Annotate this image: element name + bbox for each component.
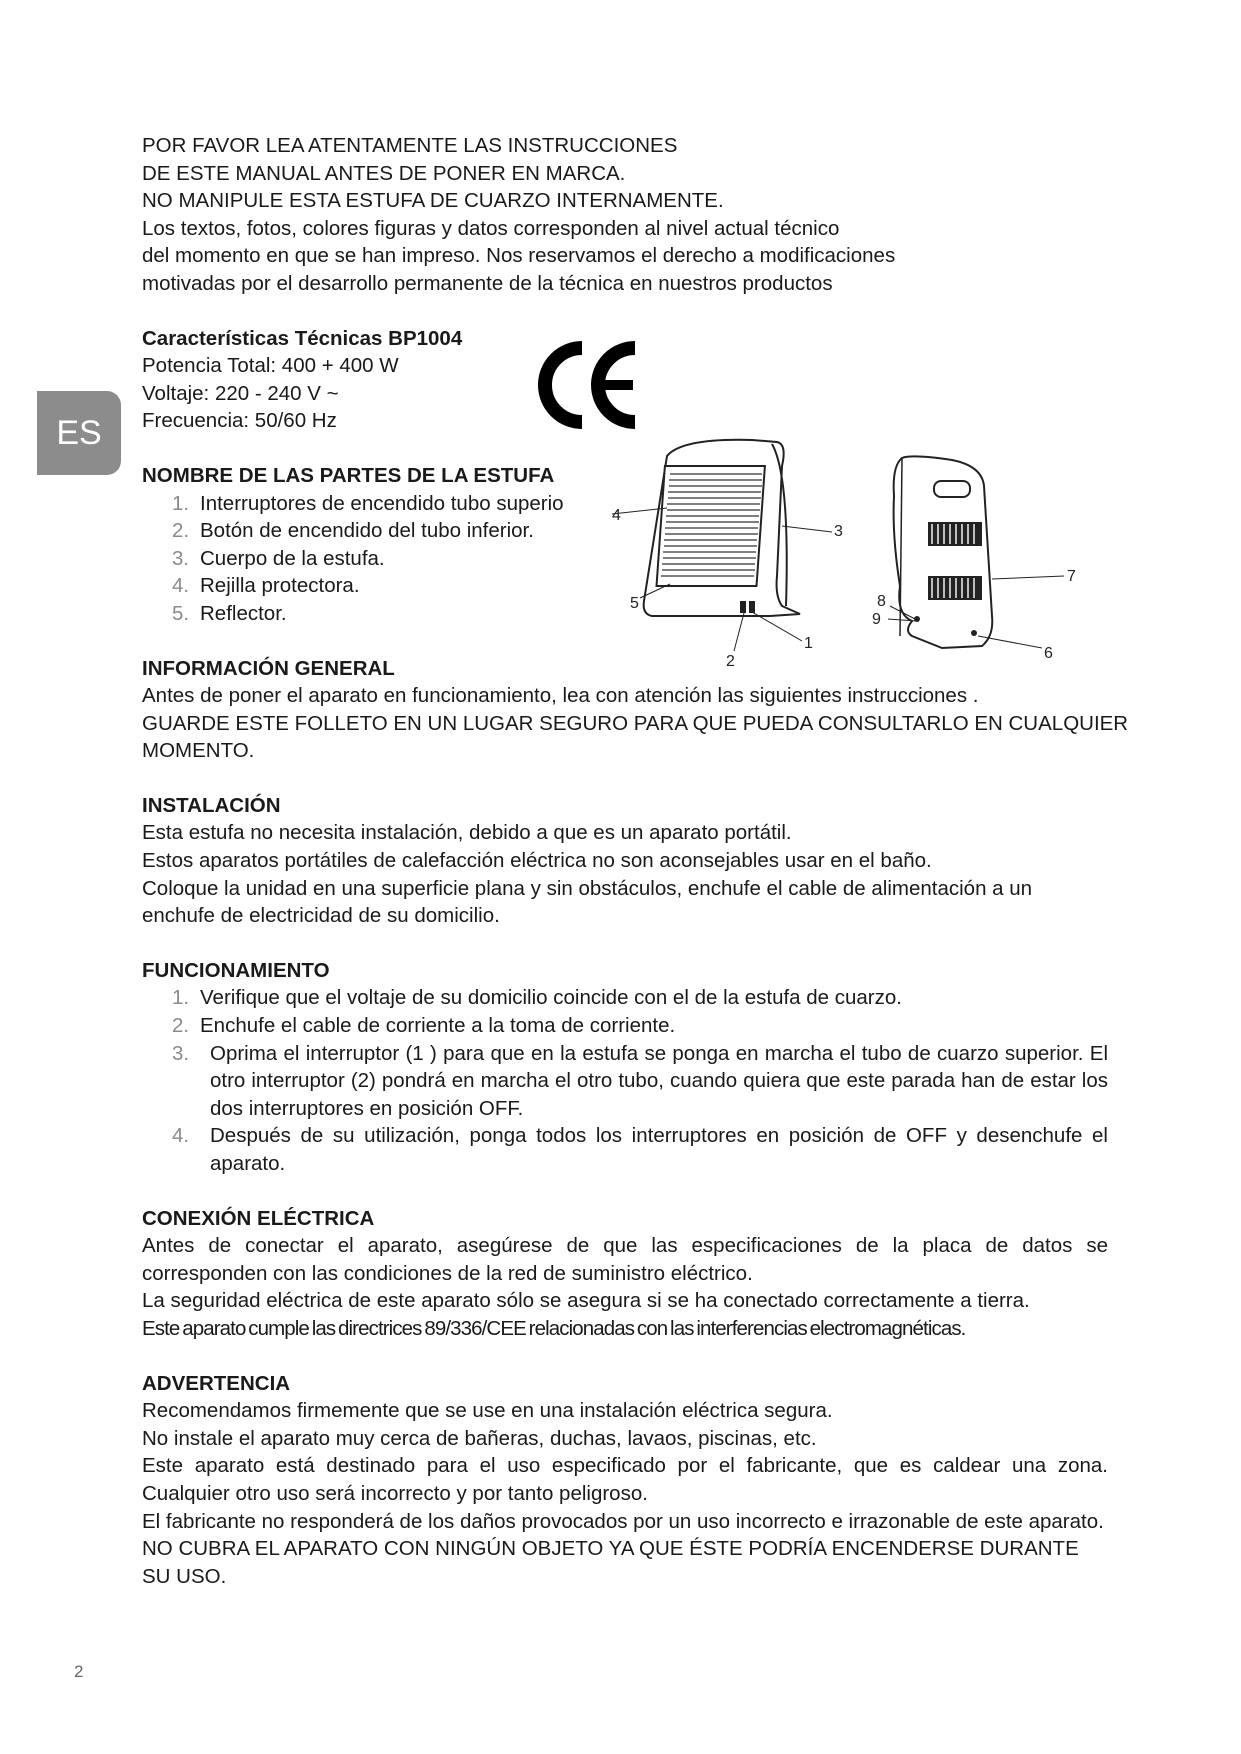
general-block [142,655,1129,765]
warning-line: Recomendamos firmemente que se use en una instalación eléctrica segura. [142,1399,833,1423]
list-item: 2. Botón de encendido del tubo inferior. [172,519,534,543]
installation-line: Coloque la unidad en una superficie plana y sin obstáculos, enchufe el cable de alimentación a un [142,876,1033,900]
general-line: MOMENTO. [142,739,255,763]
general-line: GUARDE ESTE FOLLETO EN UN LUGAR SEGURO PARA QUE PUEDA CONSULTARLO EN CUALQUIER [142,711,1129,735]
intro-line: motivadas por el desarrollo permanente de la técnica en nuestros productos [142,271,833,295]
parts-block [142,462,1108,628]
list-item: 4. Después de su utilización, ponga todos los interruptores en posición de OFF y desenchufe el aparato. [172,1124,1108,1175]
electrical-block [142,1205,1108,1343]
label-6: 6 [1044,645,1053,662]
warning-heading: ADVERTENCIA [142,1371,291,1395]
intro-line: del momento en que se han impreso. Nos reservamos el derecho a modificaciones [142,244,896,268]
list-item: 1. Verifique que el voltaje de su domicilio coincide con el de la estufa de cuarzo. [172,986,902,1010]
list-item: 3. Cuerpo de la estufa. [172,546,385,570]
label-4: 4 [612,507,621,524]
label-5: 5 [630,595,639,612]
intro-line: NO MANIPULE ESTA ESTUFA DE CUARZO INTERNAMENTE. [142,189,724,213]
warning-block [142,1370,1108,1591]
parts-heading: NOMBRE DE LAS PARTES DE LA ESTUFA [142,463,555,487]
specs-block [142,325,1108,435]
intro-line: DE ESTE MANUAL ANTES DE PONER EN MARCA. [142,161,626,185]
installation-line: Esta estufa no necesita instalación, debido a que es un aparato portátil. [142,821,792,845]
warning-paragraph: Este aparato está destinado para el uso especificado por el fabricante, que es caldear una zona. Cualquier otro uso será incorrecto y por tanto peligroso. [142,1454,1108,1505]
electrical-paragraph: Antes de conectar el aparato, asegúrese de que las especificaciones de la placa de datos se corresponden con las condiciones de la red de suministro eléctrico. [142,1234,1108,1285]
installation-heading: INSTALACIÓN [142,793,281,817]
warning-paragraph: NO CUBRA EL APARATO CON NINGÚN OBJETO YA QUE ÉSTE PODRÍA ENCENDERSE DURANTE SU USO. [142,1537,1079,1588]
spec-line: Voltaje: 220 - 240 V ~ [142,381,339,405]
list-item: 4. Rejilla protectora. [172,574,360,598]
warning-line: No instale el aparato muy cerca de bañeras, duchas, lavaos, piscinas, etc. [142,1426,817,1450]
label-8: 8 [877,593,886,610]
electrical-line: Este aparato cumple las directrices 89/336/CEE relacionadas con las interferencias electromagnéticas. [142,1316,966,1340]
electrical-line: La seguridad eléctrica de este aparato sólo se asegura si se ha conectado correctamente a tierra. [142,1289,1030,1313]
intro-line: Los textos, fotos, colores figuras y datos corresponden al nivel actual técnico [142,216,840,240]
label-1: 1 [804,635,813,652]
electrical-heading: CONEXIÓN ELÉCTRICA [142,1206,375,1230]
operation-list-continued [142,1040,1108,1178]
parts-list [142,490,1108,628]
list-item: 3. Oprima el interruptor (1 ) para que en la estufa se ponga en marcha el tubo de cuarzo superior. El otro interruptor (2) pondrá en marcha el otro tubo, cuando quiera que este parada han de estar los dos interruptores en posición OFF. [172,1041,1108,1120]
label-2: 2 [726,653,735,670]
list-item: 1. Interruptores de encendido tubo superio [172,491,564,515]
spec-line: Frecuencia: 50/60 Hz [142,409,337,433]
language-tab: ES [37,391,121,475]
page-number: 2 [74,1662,84,1681]
general-heading: INFORMACIÓN GENERAL [142,656,395,680]
operation-heading: FUNCIONAMIENTO [142,958,330,982]
label-7: 7 [1067,568,1076,585]
intro-block [142,132,1108,298]
specs-heading: Características Técnicas BP1004 [142,326,463,350]
installation-block [142,792,1108,930]
label-9: 9 [872,611,881,628]
warning-paragraph: El fabricante no responderá de los daños provocados por un uso incorrecto e irrazonable de este aparato. [142,1509,1104,1533]
operation-block [142,957,1108,1178]
manual-content [142,132,1129,1617]
label-3: 3 [834,523,843,540]
intro-line: POR FAVOR LEA ATENTAMENTE LAS INSTRUCCIONES [142,134,678,157]
spec-line: Potencia Total: 400 + 400 W [142,354,399,378]
list-item: 5. Reflector. [172,601,287,625]
installation-line: enchufe de electricidad de su domicilio. [142,904,500,928]
general-line: Antes de poner el aparato en funcionamiento, lea con atención las siguientes instrucciones . [142,684,979,708]
installation-line: Estos aparatos portátiles de calefacción eléctrica no son aconsejables usar en el baño. [142,849,932,873]
operation-list [142,984,1108,1039]
list-item: 2. Enchufe el cable de corriente a la toma de corriente. [172,1014,676,1038]
